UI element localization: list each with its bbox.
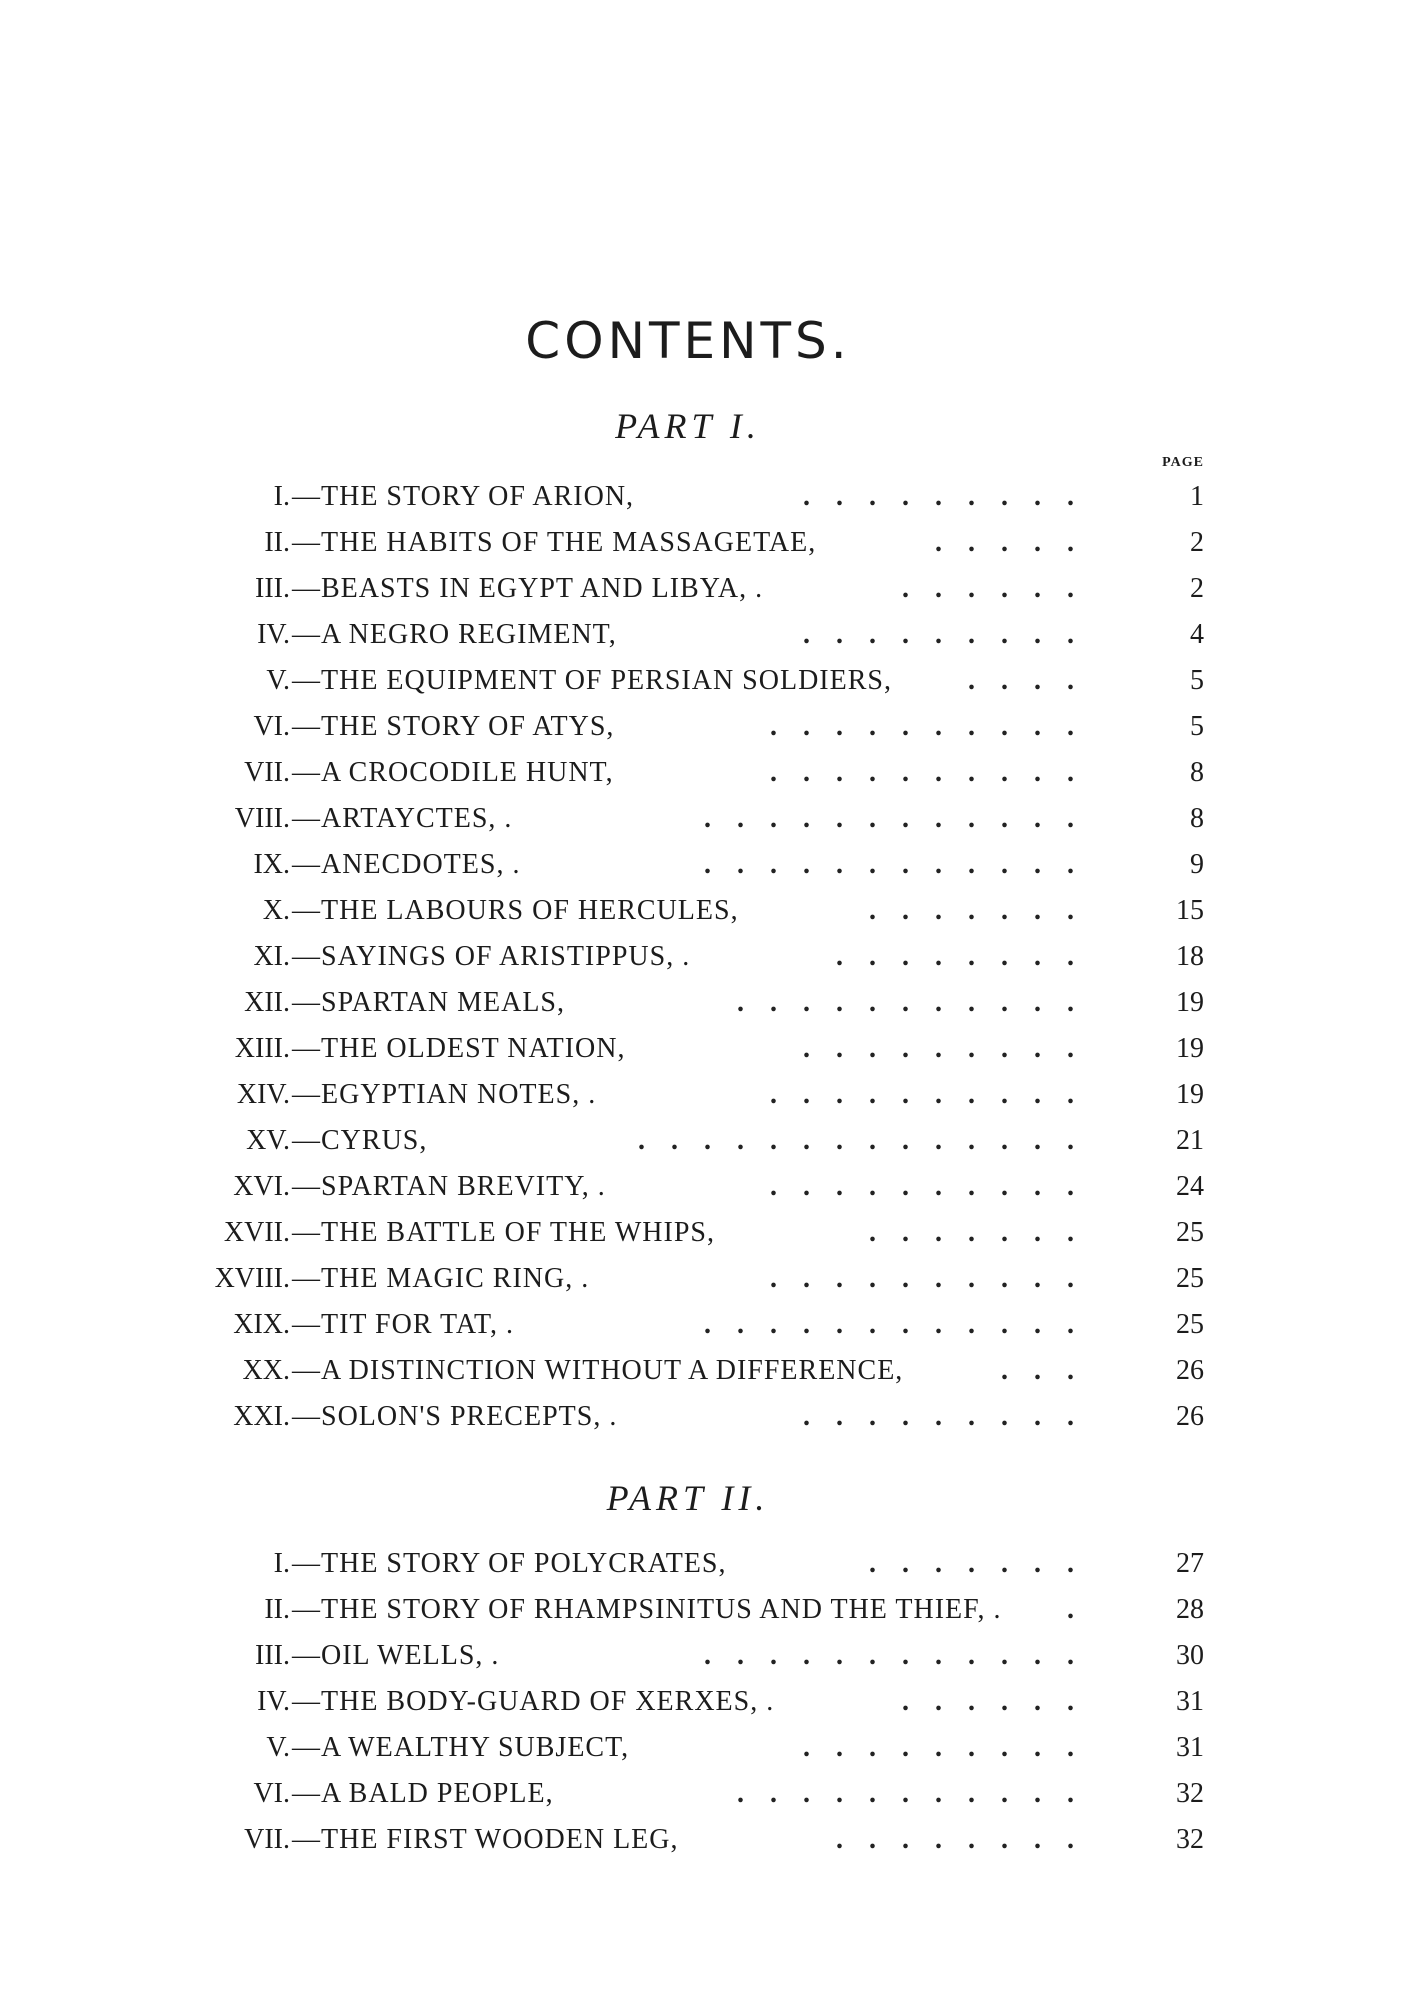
dot-leader: ........ <box>836 941 1100 972</box>
toc-entry-number: I. <box>273 481 290 512</box>
toc-entry-page: 19 <box>1176 1033 1204 1064</box>
part-1-heading: PART I. <box>615 406 761 446</box>
dot-leader: .............. <box>638 1125 1100 1156</box>
toc-entry-number: XIV. <box>236 1079 290 1110</box>
toc-entry-title: —A WEALTHY SUBJECT, <box>292 1732 630 1763</box>
toc-entry-title: —SPARTAN BREVITY, . <box>292 1171 606 1202</box>
toc-entry <box>0 520 1404 566</box>
toc-entry-page: 28 <box>1176 1594 1204 1625</box>
toc-entry <box>0 474 1404 520</box>
toc-entry-title: —ARTAYCTES, . <box>292 803 513 834</box>
toc-entry-page: 2 <box>1190 573 1204 604</box>
toc-entry-title: —THE LABOURS OF HERCULES, <box>292 895 739 926</box>
toc-entry <box>0 980 1404 1026</box>
toc-entry <box>0 1394 1404 1440</box>
toc-entry-page: 26 <box>1176 1401 1204 1432</box>
toc-entry-page: 8 <box>1190 803 1204 834</box>
toc-entry-title: —THE OLDEST NATION, <box>292 1033 626 1064</box>
dot-leader: ............ <box>704 1309 1100 1340</box>
dot-leader: ............ <box>704 1640 1100 1671</box>
dot-leader: .......... <box>770 1263 1100 1294</box>
toc-entry-page: 27 <box>1176 1548 1204 1579</box>
dot-leader: ......... <box>803 1732 1100 1763</box>
toc-entry <box>0 1633 1404 1679</box>
dot-leader: ......... <box>803 1033 1100 1064</box>
toc-entry-number: VII. <box>244 757 290 788</box>
toc-entry-title: —SOLON'S PRECEPTS, . <box>292 1401 618 1432</box>
toc-entry <box>0 1026 1404 1072</box>
toc-entry <box>0 704 1404 750</box>
toc-entry-number: I. <box>273 1548 290 1579</box>
toc-entry-number: XI. <box>253 941 290 972</box>
toc-entry-number: XIII. <box>234 1033 290 1064</box>
toc-entry-page: 30 <box>1176 1640 1204 1671</box>
dot-leader: ....... <box>869 895 1100 926</box>
toc-entry-title: —A NEGRO REGIMENT, <box>292 619 617 650</box>
dot-leader: . <box>1067 1594 1100 1625</box>
toc-entry <box>0 750 1404 796</box>
toc-entry-page: 4 <box>1190 619 1204 650</box>
toc-entry-number: IX. <box>253 849 290 880</box>
dot-leader: ... <box>1001 1355 1100 1386</box>
toc-entry-title: —A CROCODILE HUNT, <box>292 757 614 788</box>
toc-entry-number: II. <box>264 1594 290 1625</box>
toc-entry <box>0 1210 1404 1256</box>
toc-entry-page: 32 <box>1176 1778 1204 1809</box>
toc-entry <box>0 1302 1404 1348</box>
toc-entry-title: —SAYINGS OF ARISTIPPUS, . <box>292 941 691 972</box>
toc-entry-page: 31 <box>1176 1686 1204 1717</box>
toc-entry <box>0 612 1404 658</box>
toc-entry <box>0 1256 1404 1302</box>
dot-leader: ..... <box>935 527 1100 558</box>
dot-leader: ....... <box>869 1548 1100 1579</box>
toc-list-part-2 <box>0 1541 1404 1863</box>
dot-leader: ............ <box>704 849 1100 880</box>
toc-entry-number: XVII. <box>223 1217 290 1248</box>
toc-entry-number: VI. <box>253 1778 290 1809</box>
toc-entry-title: —CYRUS, <box>292 1125 428 1156</box>
toc-entry-page: 18 <box>1176 941 1204 972</box>
toc-entry-page: 25 <box>1176 1263 1204 1294</box>
toc-entry <box>0 658 1404 704</box>
toc-entry-title: —THE STORY OF ARION, <box>292 481 635 512</box>
dot-leader: ......... <box>803 481 1100 512</box>
toc-entry <box>0 888 1404 934</box>
toc-entry-page: 26 <box>1176 1355 1204 1386</box>
toc-entry <box>0 1072 1404 1118</box>
toc-entry <box>0 1118 1404 1164</box>
toc-entry-number: XXI. <box>233 1401 290 1432</box>
toc-entry <box>0 1817 1404 1863</box>
dot-leader: .... <box>968 665 1100 696</box>
dot-leader: ...... <box>902 1686 1100 1717</box>
dot-leader: .......... <box>770 757 1100 788</box>
toc-entry-page: 19 <box>1176 987 1204 1018</box>
toc-entry-title: —ANECDOTES, . <box>292 849 521 880</box>
toc-entry-title: —A DISTINCTION WITHOUT A DIFFERENCE, <box>292 1355 904 1386</box>
toc-entry <box>0 1725 1404 1771</box>
part-2-heading: PART II. <box>606 1478 770 1518</box>
toc-entry-number: XIX. <box>233 1309 290 1340</box>
toc-entry-title: —THE FIRST WOODEN LEG, <box>292 1824 679 1855</box>
toc-entry-number: III. <box>255 573 290 604</box>
toc-entry-page: 21 <box>1176 1125 1204 1156</box>
toc-entry-page: 9 <box>1190 849 1204 880</box>
toc-entry-page: 19 <box>1176 1079 1204 1110</box>
toc-entry-number: II. <box>264 527 290 558</box>
dot-leader: ...... <box>902 573 1100 604</box>
toc-entry-page: 24 <box>1176 1171 1204 1202</box>
toc-entry-title: —THE STORY OF ATYS, <box>292 711 615 742</box>
toc-entry <box>0 1164 1404 1210</box>
toc-entry-page: 31 <box>1176 1732 1204 1763</box>
toc-entry-page: 2 <box>1190 527 1204 558</box>
toc-entry-page: 15 <box>1176 895 1204 926</box>
toc-entry-number: VI. <box>253 711 290 742</box>
toc-entry-page: 5 <box>1190 665 1204 696</box>
toc-entry-number: XVI. <box>233 1171 290 1202</box>
toc-entry-number: IV. <box>257 619 290 650</box>
dot-leader: ....... <box>869 1217 1100 1248</box>
toc-entry-title: —THE EQUIPMENT OF PERSIAN SOLDIERS, <box>292 665 892 696</box>
toc-entry-number: V. <box>266 665 290 696</box>
toc-entry-number: X. <box>262 895 290 926</box>
page-column-label: PAGE <box>1162 455 1204 470</box>
toc-entry <box>0 1679 1404 1725</box>
toc-entry <box>0 1348 1404 1394</box>
toc-entry-number: XVIII. <box>214 1263 290 1294</box>
toc-entry-page: 32 <box>1176 1824 1204 1855</box>
toc-entry-number: IV. <box>257 1686 290 1717</box>
toc-entry-number: XII. <box>244 987 290 1018</box>
toc-entry-page: 8 <box>1190 757 1204 788</box>
dot-leader: ............ <box>704 803 1100 834</box>
toc-entry <box>0 1587 1404 1633</box>
toc-entry-title: —THE STORY OF RHAMPSINITUS AND THE THIEF, . <box>292 1594 1002 1625</box>
toc-entry <box>0 1541 1404 1587</box>
toc-entry-title: —THE HABITS OF THE MASSAGETAE, <box>292 527 817 558</box>
dot-leader: .......... <box>770 1171 1100 1202</box>
toc-entry-number: XV. <box>246 1125 290 1156</box>
toc-entry-title: —THE MAGIC RING, . <box>292 1263 590 1294</box>
toc-entry-title: —THE STORY OF POLYCRATES, <box>292 1548 727 1579</box>
toc-entry <box>0 566 1404 612</box>
dot-leader: ........... <box>737 1778 1100 1809</box>
toc-entry-number: VIII. <box>234 803 290 834</box>
toc-entry-title: —A BALD PEOPLE, <box>292 1778 554 1809</box>
toc-entry <box>0 1771 1404 1817</box>
dot-leader: .......... <box>770 711 1100 742</box>
toc-entry-number: VII. <box>244 1824 290 1855</box>
toc-entry-page: 1 <box>1190 481 1204 512</box>
toc-entry-title: —THE BATTLE OF THE WHIPS, <box>292 1217 715 1248</box>
toc-list-part-1 <box>0 474 1404 1440</box>
toc-entry-title: —EGYPTIAN NOTES, . <box>292 1079 597 1110</box>
toc-entry <box>0 842 1404 888</box>
toc-entry-number: XX. <box>242 1355 290 1386</box>
toc-entry-title: —TIT FOR TAT, . <box>292 1309 514 1340</box>
toc-entry-title: —SPARTAN MEALS, <box>292 987 565 1018</box>
dot-leader: ........ <box>836 1824 1100 1855</box>
toc-entry <box>0 934 1404 980</box>
toc-entry-title: —BEASTS IN EGYPT AND LIBYA, . <box>292 573 764 604</box>
toc-entry-number: V. <box>266 1732 290 1763</box>
toc-entry-title: —OIL WELLS, . <box>292 1640 500 1671</box>
toc-entry-number: III. <box>255 1640 290 1671</box>
page-title: CONTENTS. <box>525 312 851 370</box>
toc-entry <box>0 796 1404 842</box>
dot-leader: ......... <box>803 619 1100 650</box>
toc-entry-page: 25 <box>1176 1217 1204 1248</box>
toc-entry-title: —THE BODY-GUARD OF XERXES, . <box>292 1686 775 1717</box>
toc-entry-page: 5 <box>1190 711 1204 742</box>
toc-entry-page: 25 <box>1176 1309 1204 1340</box>
dot-leader: .......... <box>770 1079 1100 1110</box>
dot-leader: ......... <box>803 1401 1100 1432</box>
dot-leader: ........... <box>737 987 1100 1018</box>
